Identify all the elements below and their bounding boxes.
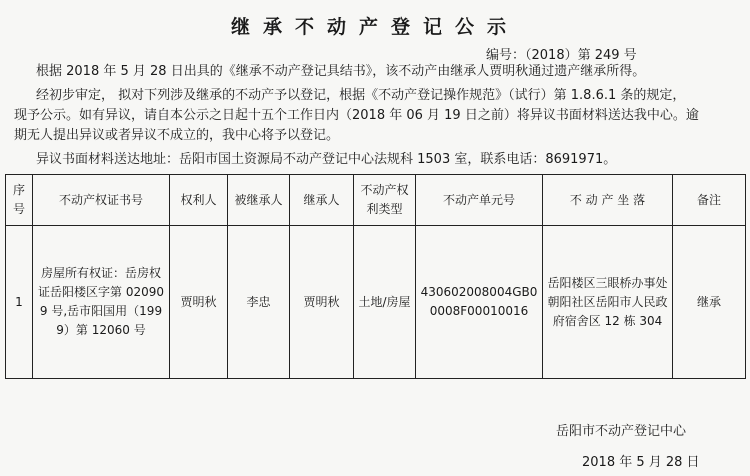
- property-table: [5, 174, 746, 379]
- issue-date: 2018 年 5 月 28 日: [582, 455, 700, 470]
- table-row: [6, 226, 746, 379]
- header-holder: 权利人: [170, 175, 228, 226]
- header-heir: 继承人: [290, 175, 354, 226]
- cell-unit-no: 430602008004GB00008F00010016: [416, 226, 543, 379]
- paragraph-review-line1: 经初步审定， 拟对下列涉及继承的不动产予以登记，根据《不动产登记操作规范》（试行）第 1.8.6.1 条的规定，: [36, 88, 686, 103]
- cell-remark: 继承: [673, 226, 746, 379]
- cell-location: 岳阳楼区三眼桥办事处朝阳社区岳阳市人民政府宿舍区 12 栋 304: [543, 226, 673, 379]
- header-unit-no: 不动产单元号: [416, 175, 543, 226]
- paragraph-review-line3: 期无人提出异议或者异议不成立的，我中心将予以登记。: [14, 128, 340, 143]
- table-header-row: [6, 175, 746, 226]
- header-decedent: 被继承人: [228, 175, 290, 226]
- paragraph-review-line2: 现予公示。如有异议，请自本公示之日起十五个工作日内（2018 年 06 月 19 日之前）将异议书面材料送达我中心。逾: [14, 108, 699, 123]
- cell-cert: 房屋所有权证：岳房权证岳阳楼区字第 020909 号,岳市阳国用（1999）第 12060 号: [33, 226, 170, 379]
- header-cert: 不动产权证书号: [33, 175, 170, 226]
- cell-holder: 贾明秋: [170, 226, 228, 379]
- cell-right-type: 土地/房屋: [354, 226, 416, 379]
- cell-seq: 1: [6, 226, 33, 379]
- cell-decedent: 李忠: [228, 226, 290, 379]
- paragraph-basis: 根据 2018 年 5 月 28 日出具的《继承不动产登记具结书》，该不动产由继承人贾明秋通过遗产继承所得。: [36, 64, 646, 79]
- paragraph-address: 异议书面材料送达地址：岳阳市国土资源局不动产登记中心法规科 1503 室，联系电话：8691971。: [36, 152, 617, 167]
- issuing-organization: 岳阳市不动产登记中心: [556, 424, 687, 439]
- cell-heir: 贾明秋: [290, 226, 354, 379]
- header-seq: 序号: [6, 175, 33, 226]
- header-right-type: 不动产权利类型: [354, 175, 416, 226]
- document-number: 编号：（2018）第 249 号: [486, 48, 637, 63]
- header-remark: 备注: [673, 175, 746, 226]
- header-location: 不 动 产 坐 落: [543, 175, 673, 226]
- page-title: 继承不动产登记公示: [230, 16, 519, 38]
